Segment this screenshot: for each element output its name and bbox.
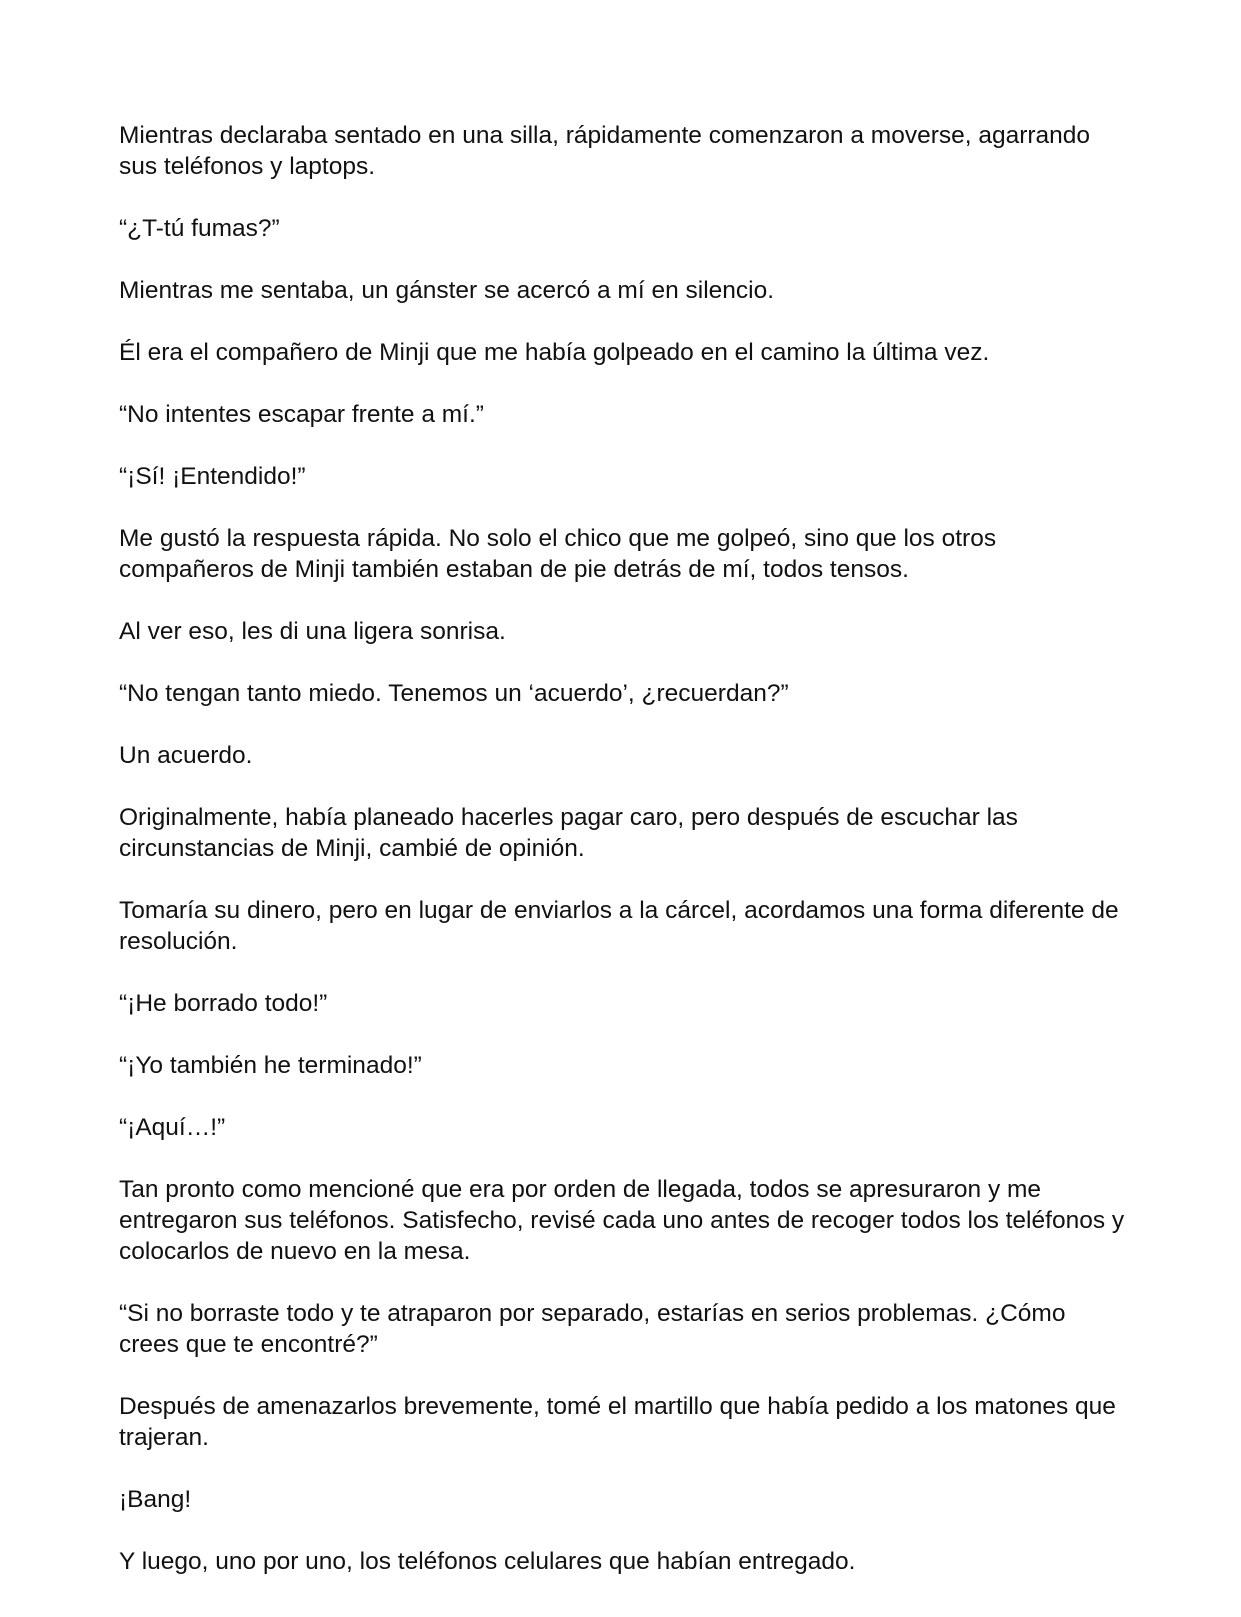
paragraph: “No tengan tanto miedo. Tenemos un ‘acuerdo’, ¿recuerdan?” [119, 680, 789, 707]
paragraph: Tomaría su dinero, pero en lugar de enviarlos a la cárcel, acordamos una forma diferente de resolución. [119, 897, 1119, 955]
paragraph: “¿T-tú fumas?” [119, 215, 280, 242]
paragraph: Mientras me sentaba, un gánster se acercó a mí en silencio. [119, 277, 775, 304]
paragraph: “Si no borraste todo y te atraparon por separado, estarías en serios problemas. ¿Cómo crees que te encontré?” [119, 1300, 1066, 1358]
paragraph: “¡Aquí…!” [119, 1114, 226, 1141]
paragraph: Un acuerdo. [119, 742, 253, 769]
paragraph: Me gustó la respuesta rápida. No solo el chico que me golpeó, sino que los otros compañeros de Minji también estaban de pie detrás de mí, todos tensos. [119, 525, 997, 583]
paragraph: ¡Bang! [119, 1486, 192, 1513]
paragraph: Tan pronto como mencioné que era por orden de llegada, todos se apresuraron y me entregaron sus teléfonos. Satisfecho, revisé cada uno antes de recoger todos los teléfonos y colocarlos de nuevo en la mesa. [119, 1176, 1125, 1265]
paragraph: “¡He borrado todo!” [119, 990, 328, 1017]
paragraph: Y luego, uno por uno, los teléfonos celulares que habían entregado. [119, 1548, 856, 1575]
paragraph: Mientras declaraba sentado en una silla, rápidamente comenzaron a moverse, agarrando sus teléfonos y laptops. [119, 122, 1091, 180]
paragraph: “¡Sí! ¡Entendido!” [119, 463, 306, 490]
paragraph: “No intentes escapar frente a mí.” [119, 401, 484, 428]
paragraph: “¡Yo también he terminado!” [119, 1052, 422, 1079]
paragraph: Después de amenazarlos brevemente, tomé el martillo que había pedido a los matones que trajeran. [119, 1393, 1116, 1451]
paragraph: Él era el compañero de Minji que me había golpeado en el camino la última vez. [119, 339, 990, 366]
paragraph: Originalmente, había planeado hacerles pagar caro, pero después de escuchar las circunstancias de Minji, cambié de opinión. [119, 804, 1018, 862]
paragraph: Al ver eso, les di una ligera sonrisa. [119, 618, 506, 645]
document-body [119, 120, 1129, 1608]
